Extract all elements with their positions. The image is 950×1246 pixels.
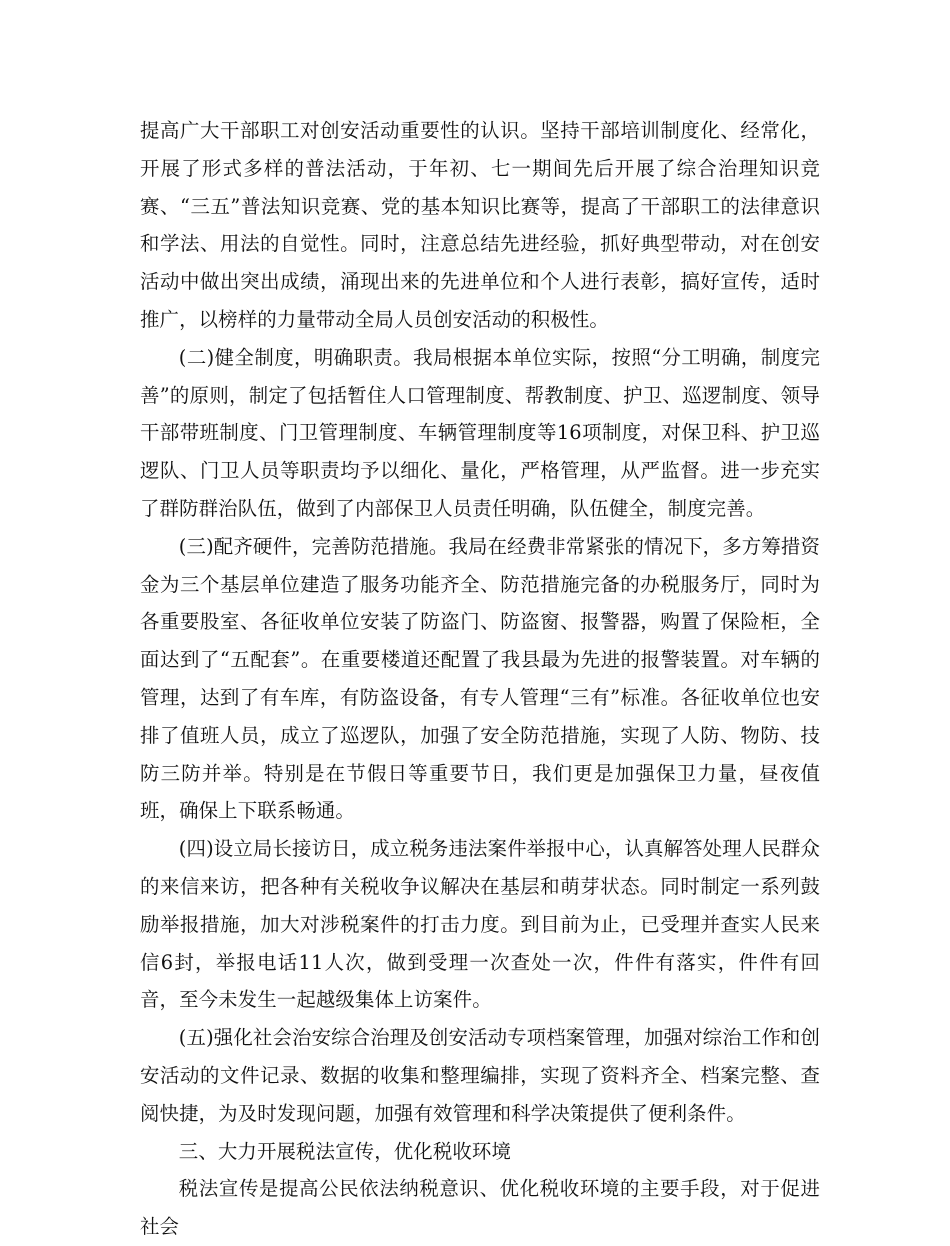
paragraph-section-4: (四)设立局长接访日，成立税务违法案件举报中心，认真解答处理人民群众的来信来访，把各种有关税收争议解决在基层和萌芽状态。同时制定一系列鼓励举报措施，加大对涉税案件的打击力度。到目前为止，已受理并查实人民来信6封，举报电话11人次，做到受理一次查处一次，件件有落实，件件有回音，至今未发生一起越级集体上访案件。 xyxy=(140,837,820,1012)
paragraph-section-3: (三)配齐硬件，完善防范措施。我局在经费非常紧张的情况下，多方筹措资金为三个基层单位建造了服务功能齐全、防范措施完备的办税服务厅，同时为各重要股室、各征收单位安装了防盗门、防盗窗、报警器，购置了保险柜，全面达到了“五配套”。在重要楼道还配置了我县最为先进的报警装置。对车辆的管理，达到了有车库，有防盗设备，有专人管理“三有”标准。各征收单位也安排了值班人员，成立了巡逻队，加强了安全防范措施，实现了人防、物防、技防三防并举。特别是在节假日等重要节日，我们更是加强保卫力量，昼夜值班，确保上下联系畅通。 xyxy=(140,534,820,823)
section-heading-3: 三、大力开展税法宣传，优化税收环境 xyxy=(178,1139,511,1163)
paragraph-section-5: (五)强化社会治安综合治理及创安活动专项档案管理，加强对综治工作和创安活动的文件记录、数据的收集和整理编排，实现了资料齐全、档案完整、查阅快捷，为及时发现问题，加强有效管理和科学决策提供了便利条件。 xyxy=(140,1026,820,1125)
paragraph-tax-publicity: 税法宣传是提高公民依法纳税意识、优化税收环境的主要手段，对于促进社会 xyxy=(140,1177,820,1239)
document-body xyxy=(140,112,820,1246)
paragraph-section-2: (二)健全制度，明确职责。我局根据本单位实际，按照“分工明确，制度完善”的原则，制定了包括暂住人口管理制度、帮教制度、护卫、巡逻制度、领导干部带班制度、门卫管理制度、车辆管理制度等16项制度，对保卫科、护卫巡逻队、门卫人员等职责均予以细化、量化，严格管理，从严监督。进一步充实了群防群治队伍，做到了内部保卫人员责任明确，队伍健全，制度完善。 xyxy=(140,345,820,520)
paragraph-continuation: 提高广大干部职工对创安活动重要性的认识。坚持干部培训制度化、经常化，开展了形式多样的普法活动，于年初、七一期间先后开展了综合治理知识竞赛、“三五”普法知识竞赛、党的基本知识比赛等，提高了干部职工的法律意识和学法、用法的自觉性。同时，注意总结先进经验，抓好典型带动，对在创安活动中做出突出成绩，涌现出来的先进单位和个人进行表彰，搞好宣传，适时推广，以榜样的力量带动全局人员创安活动的积极性。 xyxy=(140,119,820,331)
